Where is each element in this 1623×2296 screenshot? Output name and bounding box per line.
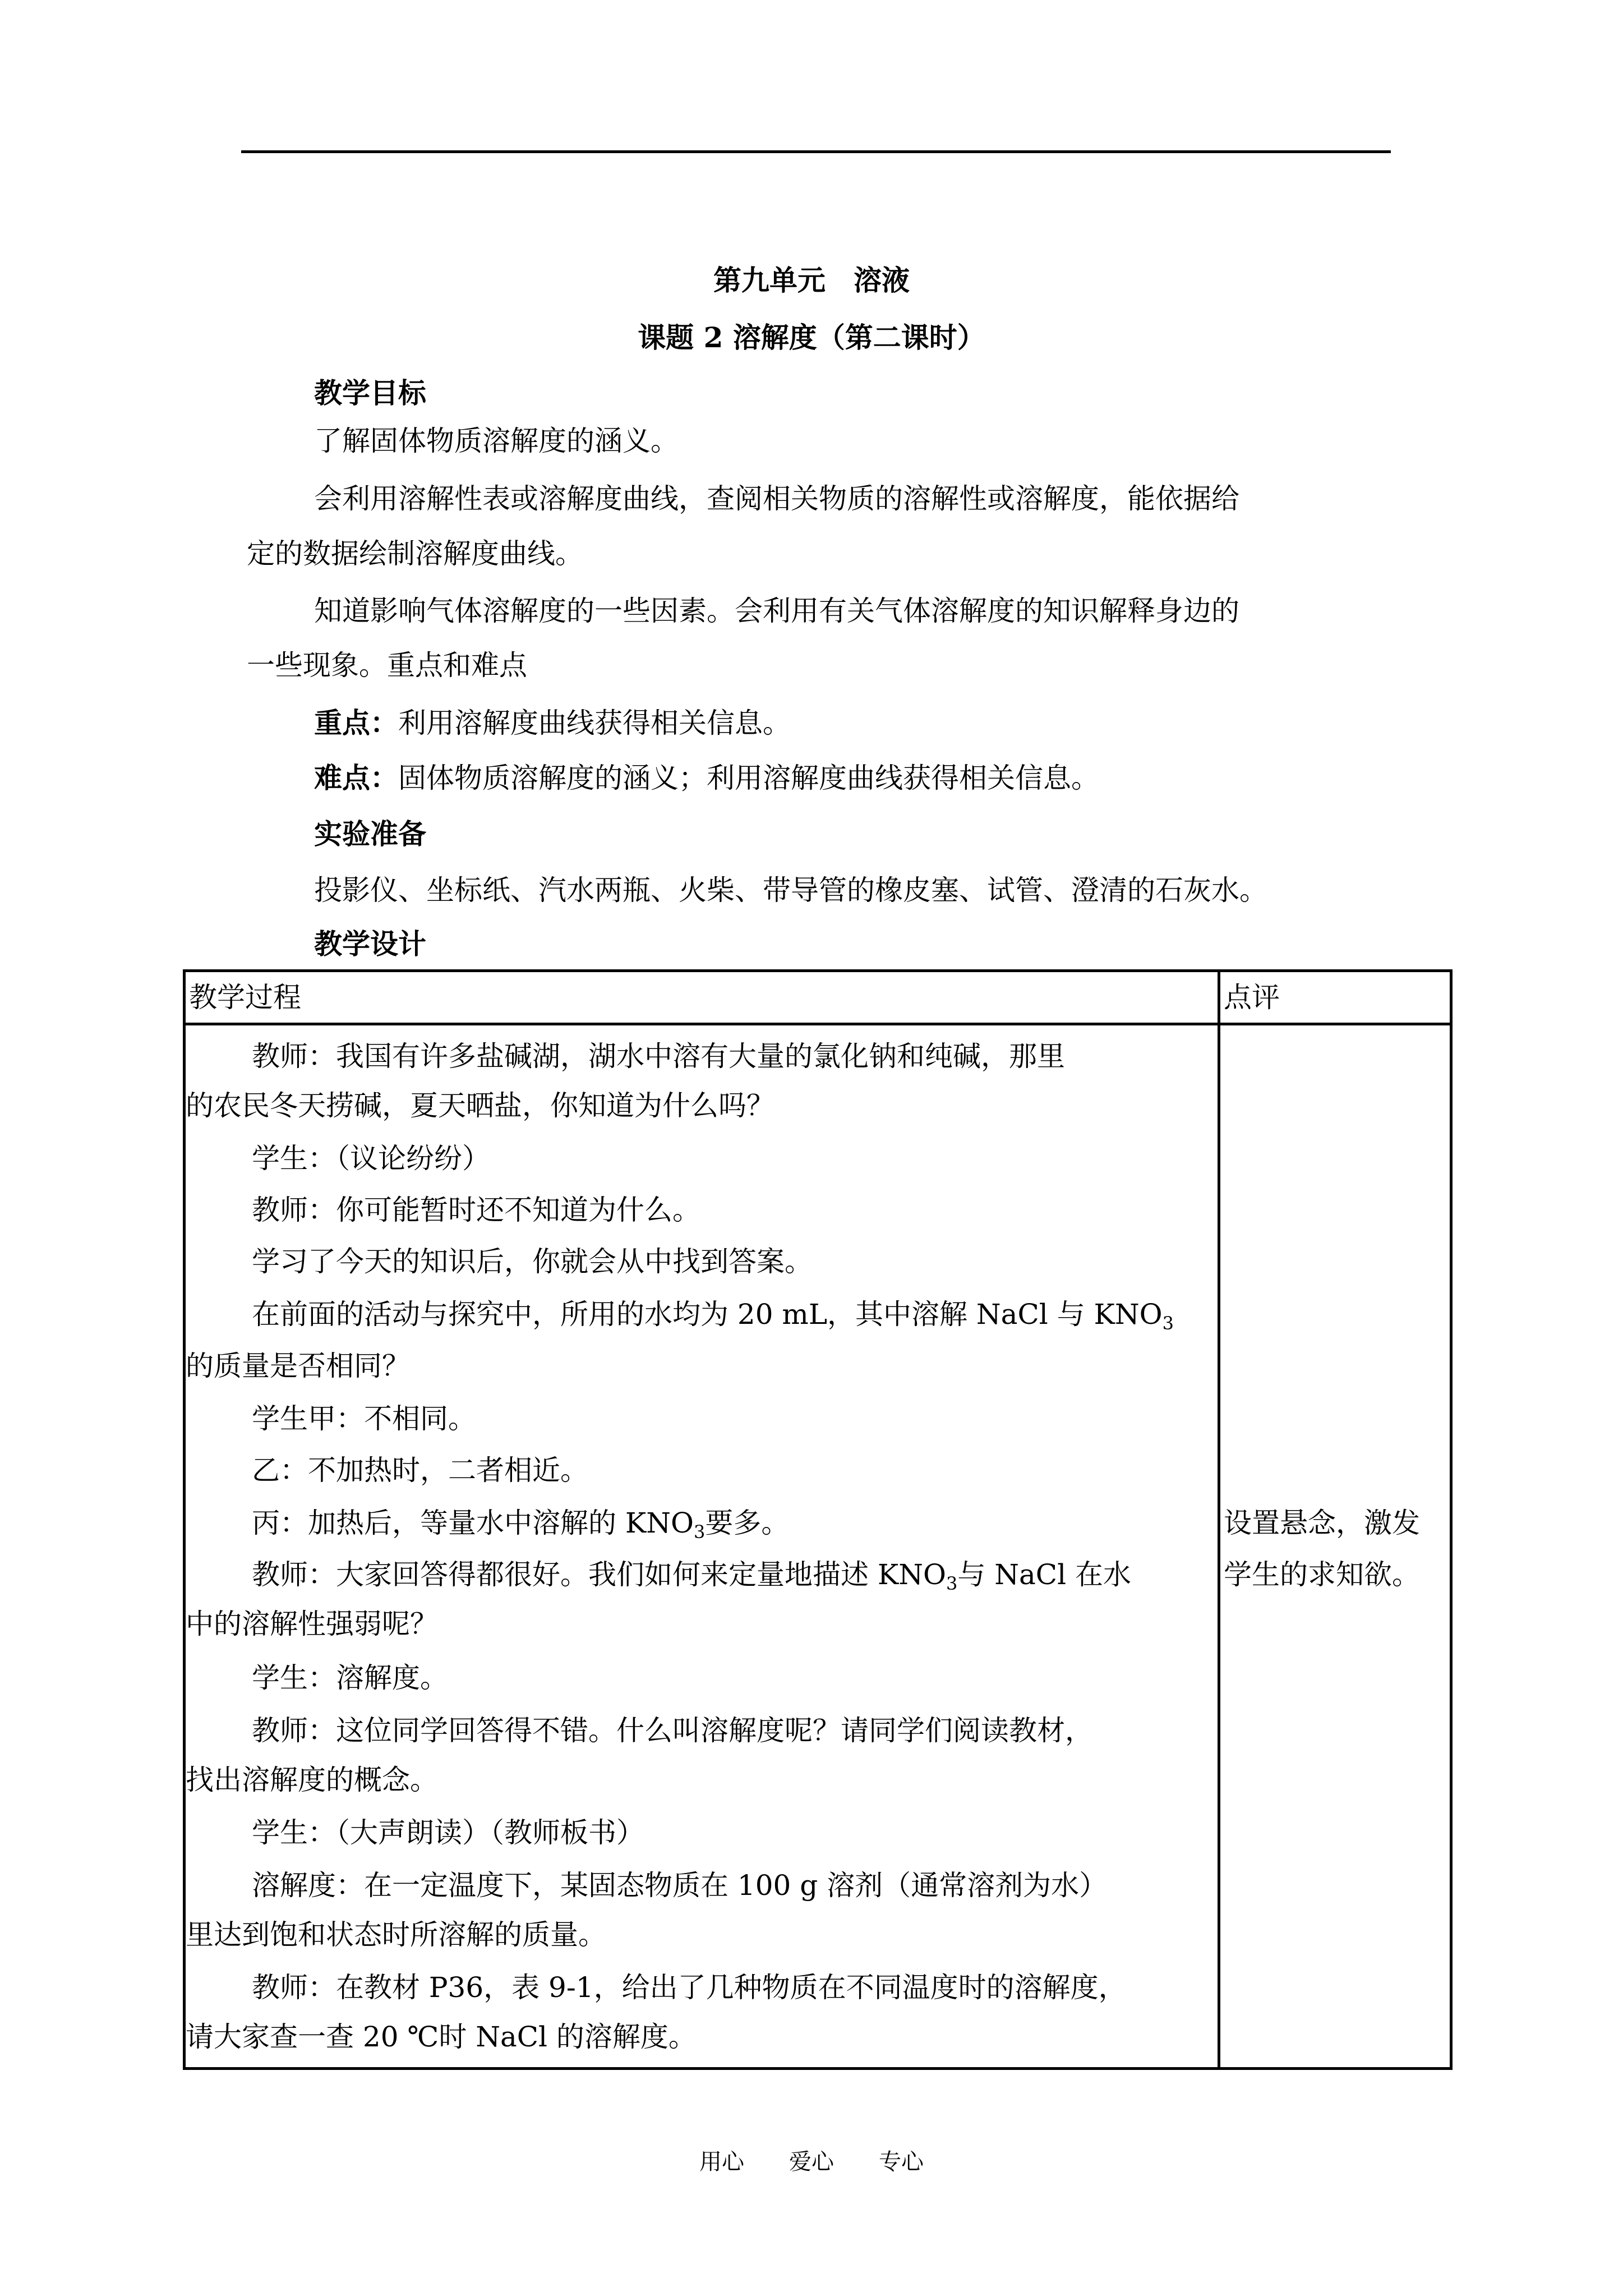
process-line: 学生甲：不相同。 [252, 1402, 476, 1435]
objective-2-line1: 会利用溶解性表或溶解度曲线，查阅相关物质的溶解性或溶解度，能依据给 [314, 482, 1239, 515]
lesson-title: 课题 2 溶解度（第二课时） [638, 321, 985, 354]
comment-header: 点评 [1224, 981, 1280, 1014]
process-text: 在前面的活动与探究中，所用的水均为 20 mL，其中溶解 NaCl 与 KNO [252, 1298, 1163, 1331]
process-line [252, 1297, 1174, 1341]
design-heading: 教学设计 [314, 927, 426, 960]
process-line: 请大家查一查 20 ℃时 NaCl 的溶解度。 [186, 2021, 697, 2053]
objective-3-line1: 知道影响气体溶解度的一些因素。会利用有关气体溶解度的知识解释身边的 [314, 595, 1239, 627]
preparation-text: 投影仪、坐标纸、汽水两瓶、火柴、带导管的橡皮塞、试管、澄清的石灰水。 [314, 874, 1267, 907]
page-footer [0, 2144, 1623, 2176]
process-line: 的质量是否相同？ [186, 1350, 410, 1382]
objective-2-line2: 定的数据绘制溶解度曲线。 [247, 537, 583, 570]
process-line [252, 1506, 789, 1549]
comment-line: 学生的求知欲。 [1224, 1558, 1420, 1591]
process-line: 的农民冬天捞碱，夏天晒盐，你知道为什么吗？ [186, 1089, 774, 1122]
process-text: 与 NaCl 在水 [957, 1558, 1131, 1591]
process-line: 里达到饱和状态时所溶解的质量。 [186, 1918, 606, 1951]
process-line [252, 1557, 1131, 1601]
process-line: 教师：我国有许多盐碱湖，湖水中溶有大量的氯化钠和纯碱，那里 [252, 1040, 1065, 1073]
focus-text: 利用溶解度曲线获得相关信息。 [398, 707, 791, 739]
objectives-heading: 教学目标 [314, 376, 426, 409]
subscript: 3 [946, 1573, 958, 1594]
process-line: 学生：溶解度。 [252, 1662, 448, 1694]
process-line: 找出溶解度的概念。 [186, 1764, 438, 1796]
objective-3-line2: 一些现象。重点和难点 [247, 649, 527, 682]
focus-point [314, 706, 791, 740]
process-cell [185, 1024, 1219, 2069]
process-line: 溶解度：在一定温度下，某固态物质在 100 g 溶剂（通常溶剂为水） [252, 1869, 1108, 1902]
process-text: 丙：加热后，等量水中溶解的 KNO [252, 1507, 694, 1539]
process-line: 学生：（大声朗读）（教师板书） [252, 1816, 644, 1849]
process-text: 教师：大家回答得都很好。我们如何来定量地描述 KNO [252, 1558, 946, 1591]
process-header: 教学过程 [189, 981, 301, 1014]
process-line: 中的溶解性强弱呢？ [186, 1608, 438, 1640]
preparation-heading: 实验准备 [314, 817, 426, 850]
comment-header-cell [1219, 971, 1451, 1024]
process-line: 学生：（议论纷纷） [252, 1142, 490, 1175]
process-line: 学习了今天的知识后，你就会从中找到答案。 [252, 1245, 813, 1278]
subscript: 3 [1162, 1313, 1174, 1334]
process-line: 乙：不加热时，二者相近。 [252, 1454, 588, 1487]
focus-label: 重点： [314, 706, 398, 739]
footer-text: 用心 [699, 2149, 744, 2175]
table-header-row [185, 971, 1451, 1024]
objective-1: 了解固体物质溶解度的涵义。 [314, 425, 679, 457]
teaching-design-table [183, 969, 1453, 2070]
process-line: 教师：在教材 P36，表 9-1，给出了几种物质在不同温度时的溶解度， [252, 1971, 1127, 2004]
unit-title: 第九单元 溶液 [713, 264, 910, 297]
footer-text: 爱心 [789, 2149, 834, 2175]
difficulty-point [314, 761, 1099, 795]
subscript: 3 [694, 1521, 706, 1543]
header-rule [241, 150, 1391, 153]
process-header-cell [185, 971, 1219, 1024]
comment-cell [1219, 1024, 1451, 2069]
process-line: 教师：这位同学回答得不错。什么叫溶解度呢？请同学们阅读教材， [252, 1714, 1093, 1747]
table-body-row [185, 1024, 1451, 2069]
comment-line: 设置悬念，激发 [1224, 1507, 1420, 1539]
footer-text: 专心 [879, 2149, 924, 2175]
difficulty-text: 固体物质溶解度的涵义；利用溶解度曲线获得相关信息。 [398, 762, 1099, 794]
process-text: 要多。 [705, 1507, 790, 1539]
process-line: 教师：你可能暂时还不知道为什么。 [252, 1194, 700, 1226]
difficulty-label: 难点： [314, 761, 398, 794]
